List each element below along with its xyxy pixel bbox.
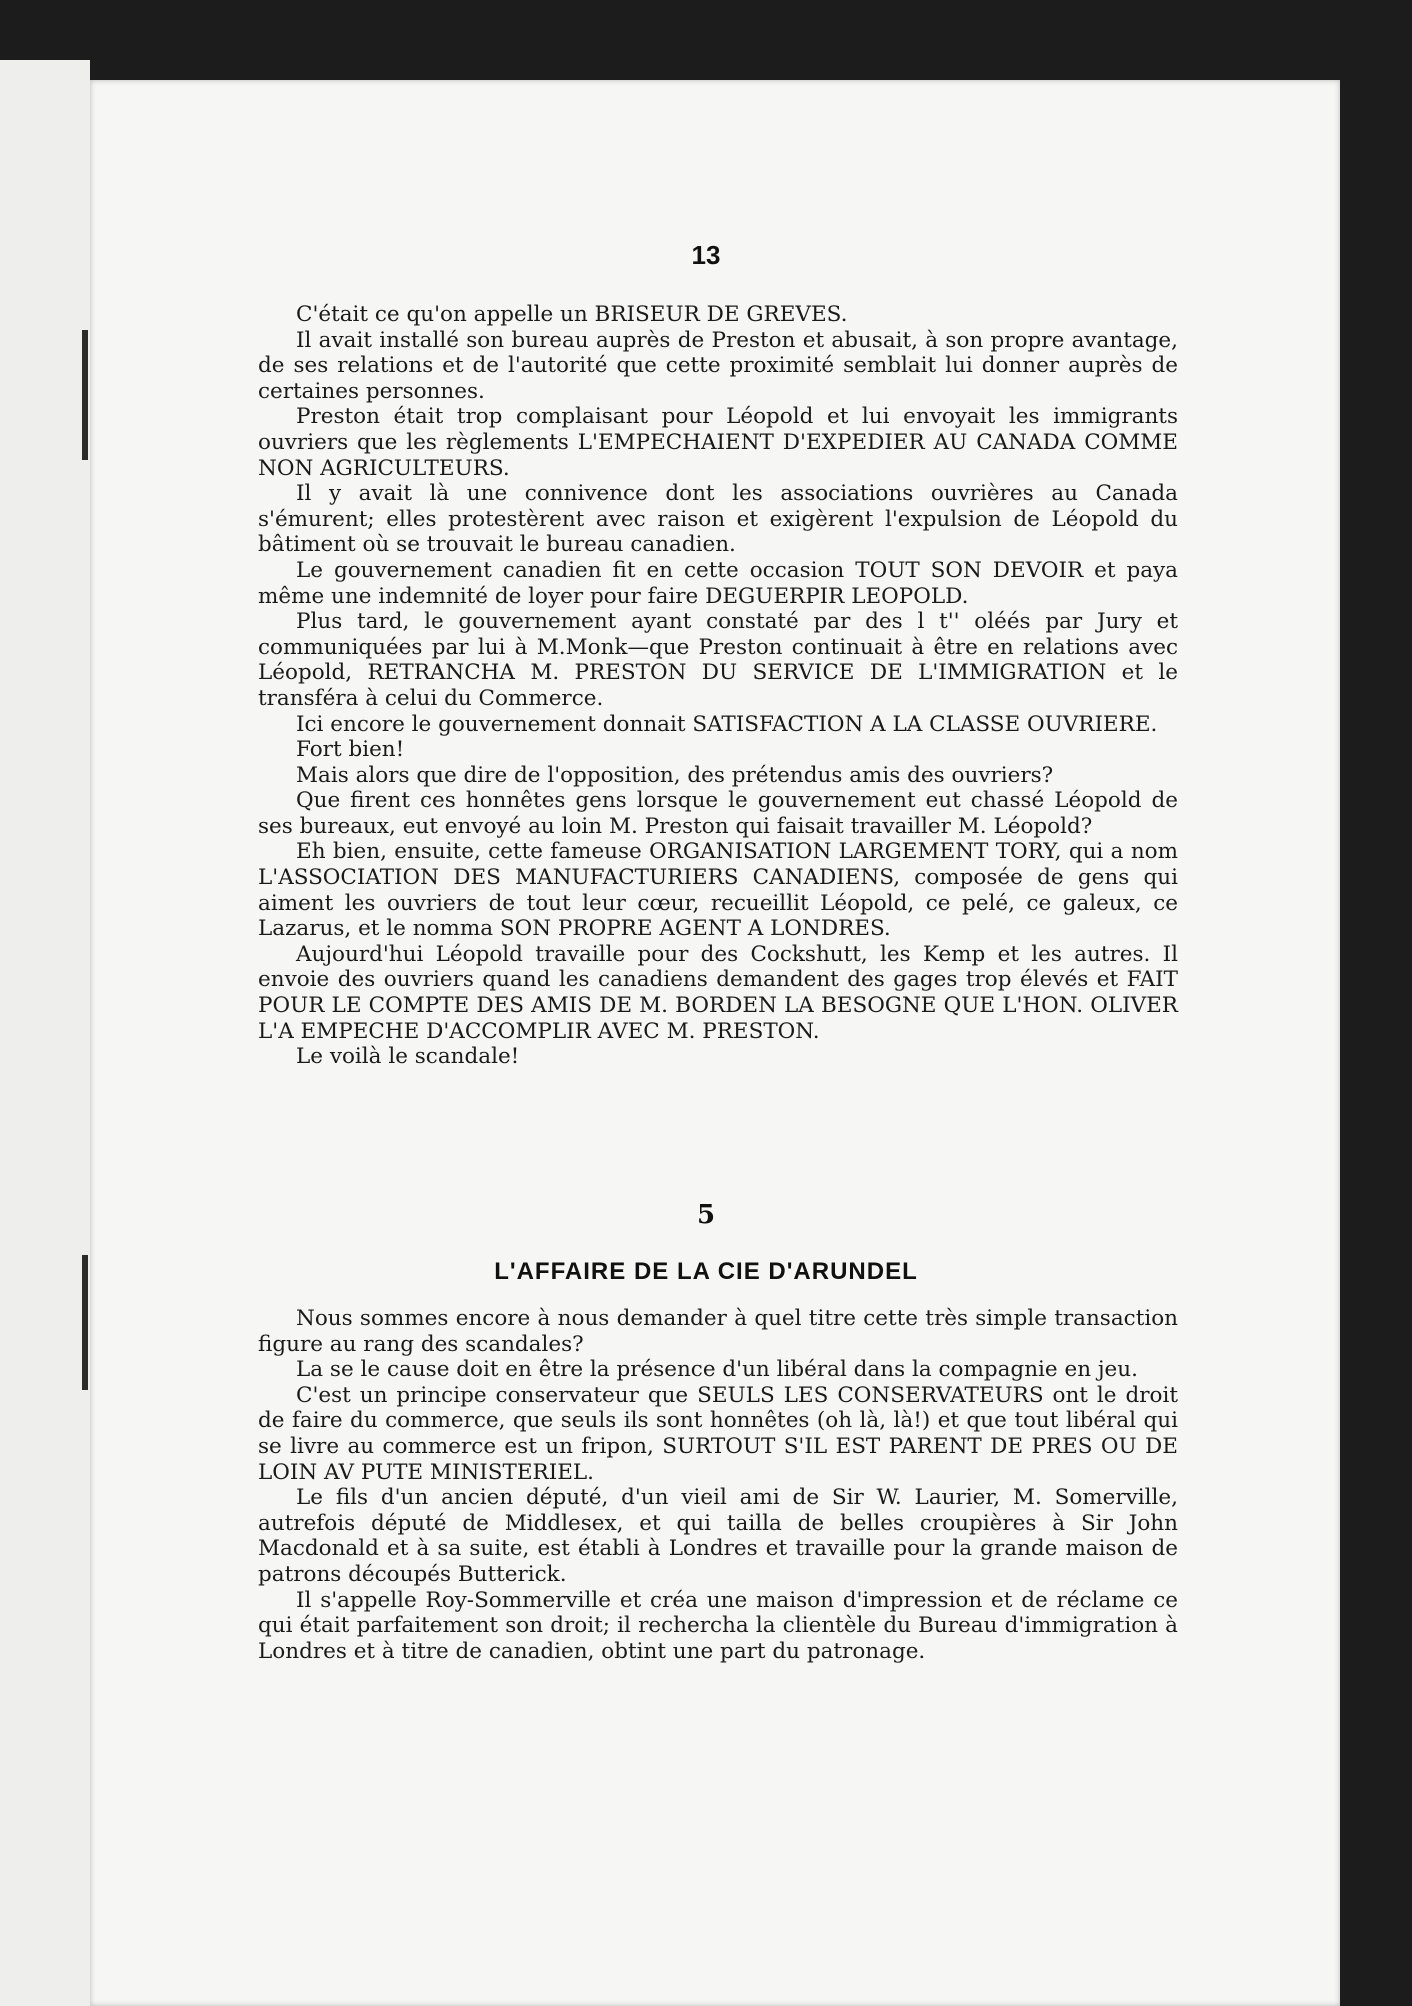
paragraph: C'est un principe conservateur que SEULS LES CONSERVATEURS ont le droit de faire du commerce, que seuls ils sont honnêtes (oh là, là!) et que tout libéral qui se livre au commerce est un fripon, SURTOUT S'IL EST PARENT DE PRES OU DE LOIN AV PUTE MINISTERIEL. — [258, 1382, 1178, 1485]
paragraph: Preston était trop complaisant pour Léopold et lui envoyait les immigrants ouvriers que les règlements L'EMPECHAIENT D'EXPEDIER AU CANADA COMME NON AGRICULTEURS. — [258, 404, 1178, 481]
paragraph: Il s'appelle Roy-Sommerville et créa une maison d'impression et de réclame ce qui était parfaitement son droit; il rechercha la clientèle du Bureau d'immigration à Londres et à titre de canadien, obtint une part du patronage. — [258, 1587, 1178, 1664]
paragraph: Il avait installé son bureau auprès de Preston et abusait, à son propre avantage, de ses relations et de l'autorité que cette proximité semblait lui donner auprès de certaines personnes. — [258, 327, 1178, 404]
body-text-top — [258, 302, 1178, 1070]
scan-left-margin — [0, 60, 90, 2006]
section-number: 5 — [696, 1200, 716, 1230]
document-page — [90, 80, 1340, 2006]
scan-binding-mark — [82, 330, 88, 460]
paragraph: Mais alors que dire de l'opposition, des prétendus amis des ouvriers? — [296, 762, 1054, 788]
paragraph: Le fils d'un ancien député, d'un vieil ami de Sir W. Laurier, M. Somerville, autrefois député de Middlesex, et qui tailla de belles croupières à Sir John Macdonald et à sa suite, est établi à Londres et travaille pour la grande maison de patrons découpés Butterick. — [258, 1485, 1178, 1587]
page-number: 13 — [691, 240, 721, 270]
paragraph: Il y avait là une connivence dont les associations ouvrières au Canada s'émurent; elles protestèrent avec raison et exigèrent l'expulsion de Léopold du bâtiment où se trouvait le bureau canadien. — [258, 481, 1178, 558]
paragraph: Le voilà le scandale! — [296, 1044, 520, 1070]
paragraph: Aujourd'hui Léopold travaille pour des Cockshutt, les Kemp et les autres. Il envoie des ouvriers quand les canadiens demandent des gages trop élevés et FAIT POUR LE COMPTE DES AMIS DE M. BORDEN LA BESOGNE QUE L'HON. OLIVER L'A EMPECHE D'ACCOMPLIR AVEC M. PRESTON. — [258, 941, 1178, 1044]
paragraph: Plus tard, le gouvernement ayant constaté par des l t'' oléés par Jury et communiquées par lui à M.Monk—que Preston continuait à être en relations avec Léopold, RETRANCHA M. PRESTON DU SERVICE DE L'IMMIGRATION et le transféra à celui du Commerce. — [258, 609, 1178, 711]
paragraph: Que firent ces honnêtes gens lorsque le gouvernement eut chassé Léopold de ses bureaux, eut envoyé au loin M. Preston qui faisait travailler M. Léopold? — [258, 788, 1178, 839]
paragraph: La se le cause doit en être la présence d'un libéral dans la compagnie en jeu. — [296, 1357, 1138, 1383]
paragraph: Nous sommes encore à nous demander à quel titre cette très simple transaction figure au rang des scandales? — [258, 1306, 1178, 1357]
paragraph: C'était ce qu'on appelle un BRISEUR DE GREVES. — [296, 302, 848, 327]
paragraph: Le gouvernement canadien fit en cette occasion TOUT SON DEVOIR et paya même une indemnité de loyer pour faire DEGUERPIR LEOPOLD. — [258, 557, 1178, 609]
body-text-bottom — [258, 1306, 1178, 1664]
paragraph: Ici encore le gouvernement donnait SATISFACTION A LA CLASSE OUVRIERE. — [296, 711, 1158, 737]
section-title: L'AFFAIRE DE LA CIE D'ARUNDEL — [494, 1258, 918, 1285]
paragraph: Fort bien! — [296, 737, 405, 763]
paragraph: Eh bien, ensuite, cette fameuse ORGANISATION LARGEMENT TORY, qui a nom L'ASSOCIATION DES MANUFACTURIERS CANADIENS, composée de gens qui aiment les ouvriers de tout leur cœur, recueillit Léopold, ce pelé, ce galeux, ce Lazarus, et le nomma SON PROPRE AGENT A LONDRES. — [258, 839, 1178, 942]
